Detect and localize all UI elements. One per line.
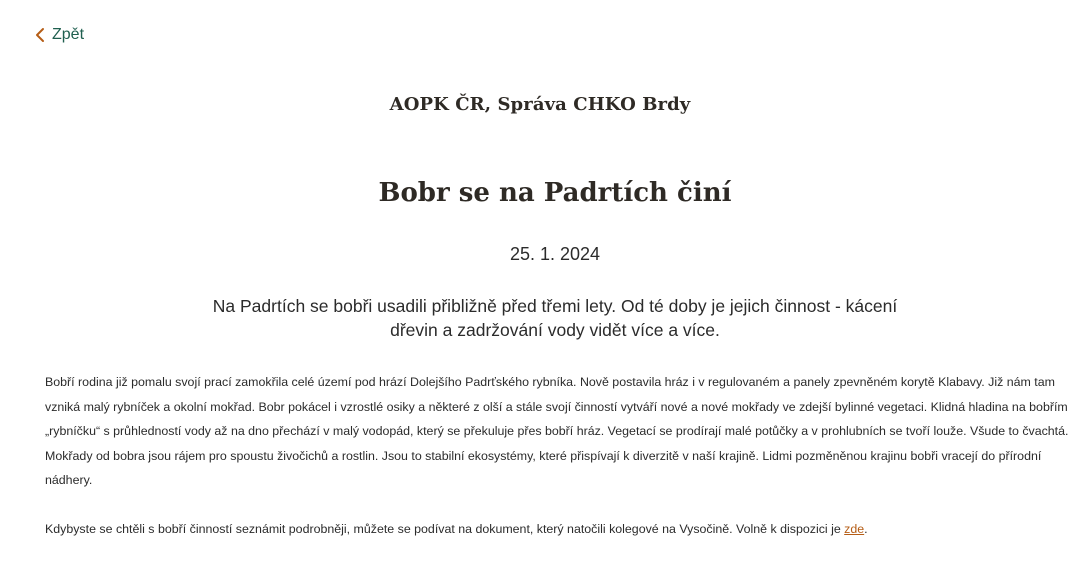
paragraph-text: Kdybyste se chtěli s bobří činností seznámit podrobněji, můžete se podívat na dokument, který natočili kolegové na Vysočině. Volně k dispozici je bbox=[45, 522, 845, 536]
article-date: 25. 1. 2024 bbox=[509, 244, 601, 264]
article-title: Bobr se na Padrtích činí bbox=[378, 178, 732, 208]
article-paragraph: Bobří rodina již pomalu svojí prací zamokřila celé území pod hrází Dolejšího Padrťského rybníka. Nově postavila hráz i v regulovaném a panely zpevněném korytě Klabavy. Již nám tam vzniká malý rybníček a okolní mokřad. Bobr pokácel i vzrostlé osiky a některé z olší a stále svojí činností vytváří nové a nové mokřady ve zdejší bylinné vegetaci. Klidná hladina na bobřím „rybníčku“ s průhledností vody až na dno přechází v malý vodopád, který se překuluje přes bobří hráz. Vegetací se prodírají malé potůčky a v prohlubních se tvoří louže. Všude to čvachtá. bbox=[45, 375, 1069, 438]
article-paragraph bbox=[45, 517, 1070, 542]
article-body bbox=[45, 370, 1070, 542]
document-link[interactable]: zde bbox=[844, 522, 865, 536]
back-link[interactable] bbox=[34, 26, 84, 44]
paragraph-end: . bbox=[864, 522, 868, 536]
chevron-left-icon bbox=[34, 27, 46, 43]
article-lead: Na Padrtích se bobři usadili přibližně před třemi lety. Od té doby je jejich činnost - kácení dřevin a zadržování vody vidět více a více. bbox=[212, 296, 898, 340]
article-paragraph: Mokřady od bobra jsou rájem pro spoustu živočichů a rostlin. Jsou to stabilní ekosystémy, které přispívají k diverzitě v naší krajině. Lidmi pozměněnou krajinu bobři vracejí do přírodní nádhery. bbox=[45, 448, 1042, 487]
back-link-label: Zpět bbox=[52, 26, 85, 43]
organization-name: AOPK ČR, Správa CHKO Brdy bbox=[389, 94, 691, 115]
